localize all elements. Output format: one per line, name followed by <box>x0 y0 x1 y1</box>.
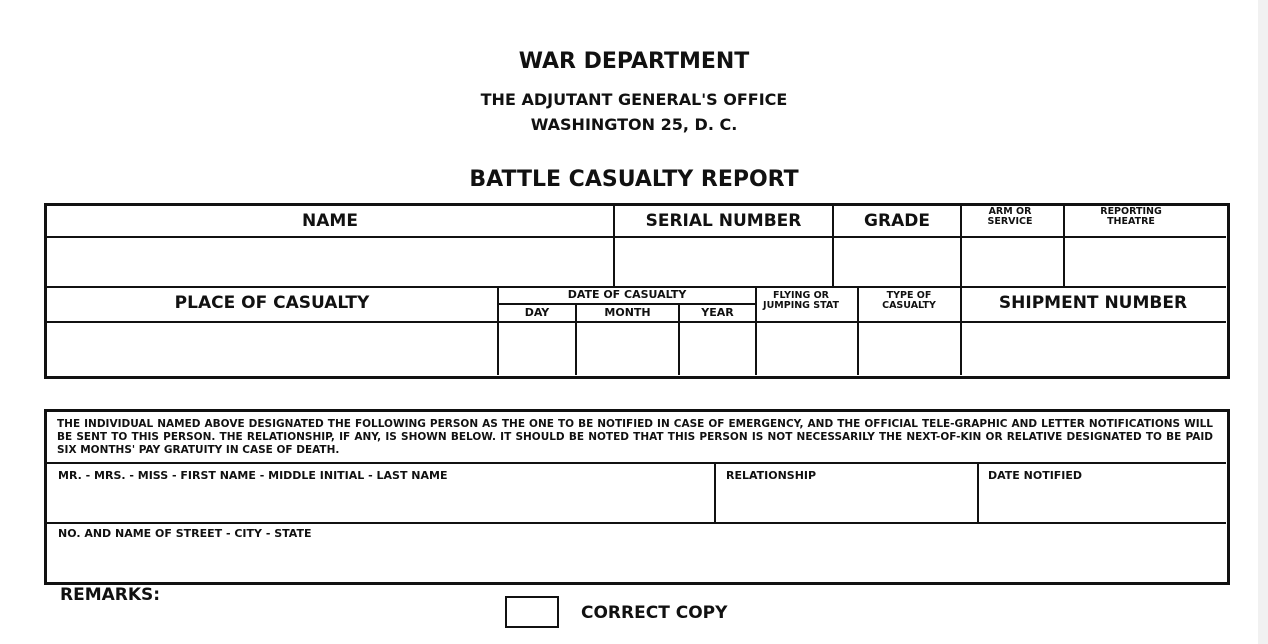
serial-number-input[interactable] <box>615 238 832 286</box>
date-notified-input[interactable] <box>979 484 1224 522</box>
reporting-theatre-input[interactable] <box>1065 238 1224 286</box>
correct-copy-checkbox[interactable] <box>505 596 559 628</box>
serial-number-header: SERIAL NUMBER <box>645 211 802 231</box>
department-title: WAR DEPARTMENT <box>518 49 750 74</box>
correct-copy-label: CORRECT COPY <box>581 603 728 623</box>
flying-status-input[interactable] <box>757 323 857 373</box>
address-label: NO. AND NAME OF STREET - CITY - STATE <box>58 527 312 540</box>
notification-notice: THE INDIVIDUAL NAMED ABOVE DESIGNATED THE FOLLOWING PERSON AS THE ONE TO BE NOTIFIED IN CASE OF EMERGENCY, AND THE OFFICIAL TELE-GRAPHIC AND LETTER NOTIFICATIONS WILL BE SENT TO THIS PERSON. THE RELATIONSHIP, IF ANY, IS SHOWN BELOW. IT SHOULD BE NOTED THAT THIS PERSON IS NOT NECESSARILY THE NEXT-OF-KIN OR RELATIVE DESIGNATED TO BE PAID SIX MONTHS' PAY GRATUITY IN CASE OF DEATH. <box>57 418 1213 456</box>
date-of-casualty-header: DATE OF CASUALTY <box>567 288 687 301</box>
day-input[interactable] <box>499 323 575 373</box>
table-divider <box>46 462 1226 464</box>
arm-service-input[interactable] <box>962 238 1063 286</box>
contact-name-input[interactable] <box>47 484 714 522</box>
relationship-input[interactable] <box>716 484 977 522</box>
report-title: BATTLE CASUALTY REPORT <box>469 167 799 192</box>
type-of-casualty-header: TYPE OF CASUALTY <box>882 290 936 312</box>
shipment-number-input[interactable] <box>962 323 1224 373</box>
office-subtitle: THE ADJUTANT GENERAL'S OFFICE <box>480 90 788 109</box>
address-input[interactable] <box>47 542 1224 578</box>
relationship-label: RELATIONSHIP <box>726 469 817 482</box>
month-header: MONTH <box>604 306 651 319</box>
place-header: PLACE OF CASUALTY <box>174 293 370 313</box>
table-divider <box>46 522 1226 524</box>
grade-input[interactable] <box>834 238 960 286</box>
day-header: DAY <box>524 306 550 319</box>
date-subheader-divider <box>497 303 756 305</box>
contact-name-label: MR. - MRS. - MISS - FIRST NAME - MIDDLE INITIAL - LAST NAME <box>58 469 448 482</box>
flying-status-header: FLYING OR JUMPING STAT <box>763 290 839 312</box>
reporting-theatre-header: REPORTING THEATRE <box>1100 206 1162 228</box>
year-header: YEAR <box>701 306 734 319</box>
grade-header: GRADE <box>864 211 930 231</box>
arm-service-header: ARM OR SERVICE <box>987 206 1033 228</box>
name-header: NAME <box>302 211 358 231</box>
place-input[interactable] <box>47 323 497 373</box>
date-notified-label: DATE NOTIFIED <box>988 469 1083 482</box>
month-input[interactable] <box>577 323 678 373</box>
shipment-number-header: SHIPMENT NUMBER <box>998 293 1188 313</box>
name-input[interactable] <box>47 238 613 286</box>
type-of-casualty-input[interactable] <box>859 323 960 373</box>
year-input[interactable] <box>680 323 755 373</box>
remarks-label: REMARKS: <box>60 585 161 605</box>
city-subtitle: WASHINGTON 25, D. C. <box>530 115 738 134</box>
